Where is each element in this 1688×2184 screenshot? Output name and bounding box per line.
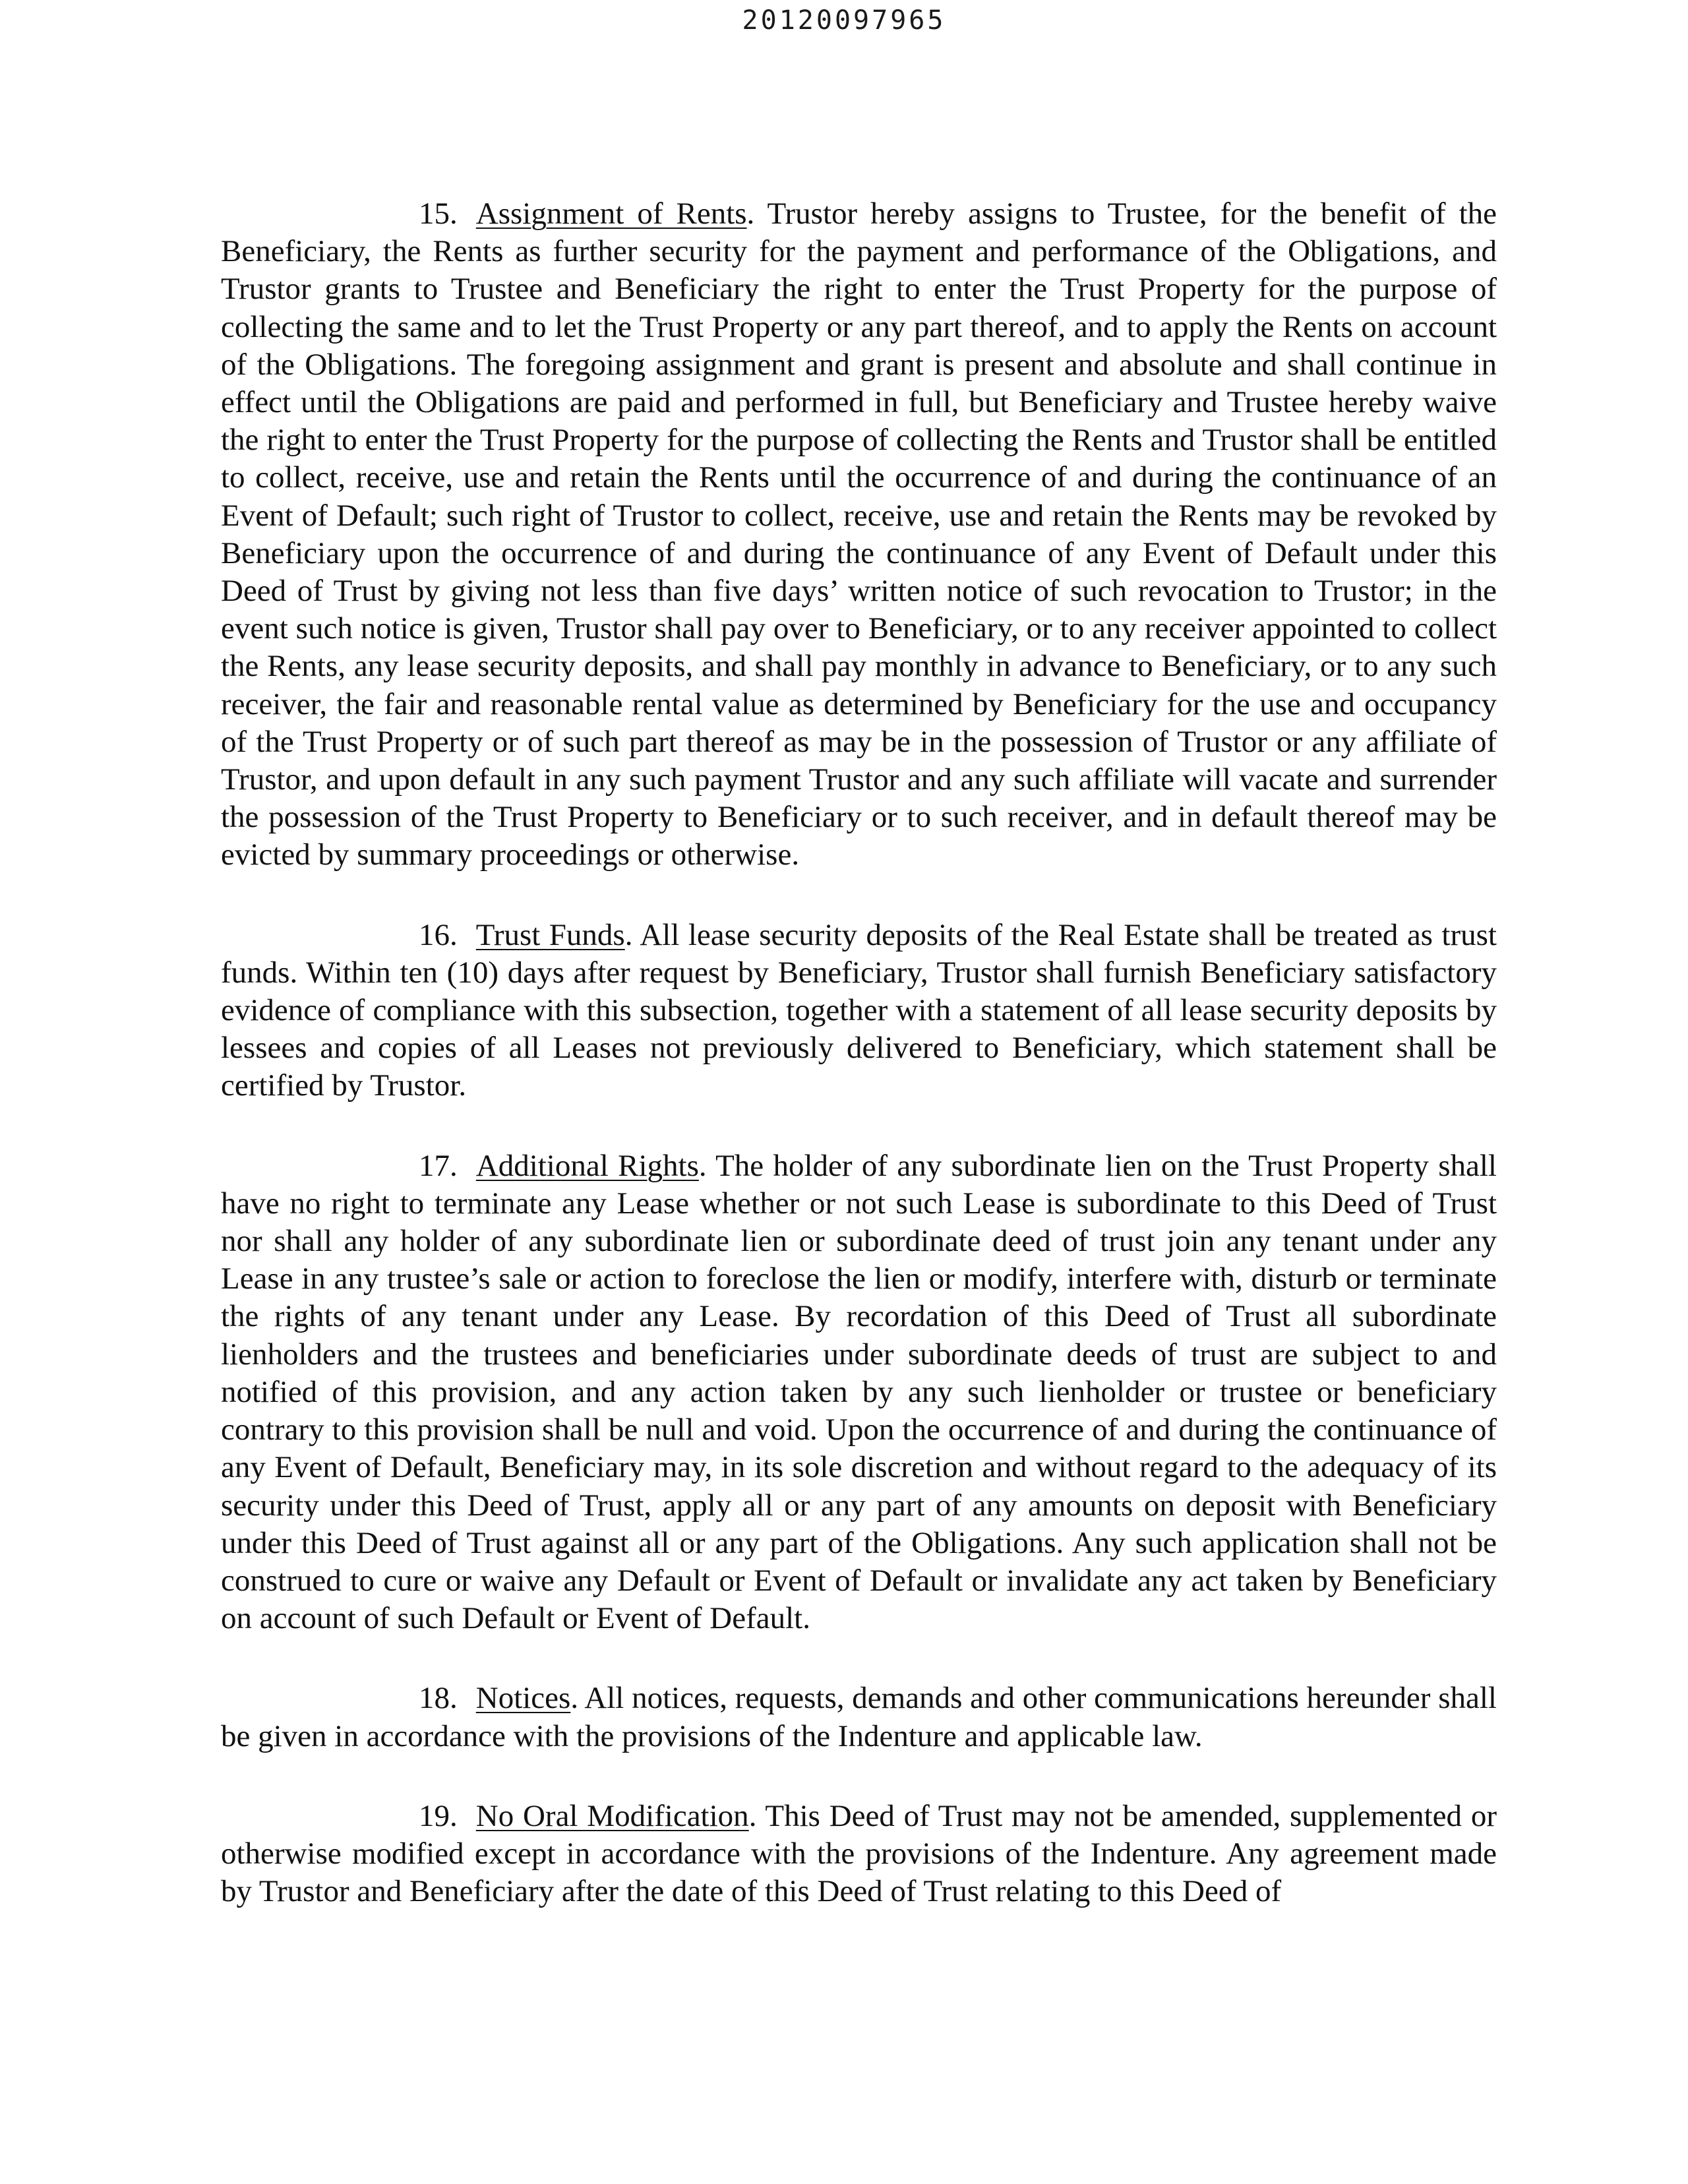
- section-title: Assignment of Rents: [475, 197, 747, 231]
- section-title: Notices: [475, 1681, 571, 1716]
- section-number: 17.: [419, 1148, 458, 1183]
- section-assignment-of-rents: [221, 195, 1497, 874]
- section-text: . All notices, requests, demands and other communications hereunder shall be given in accordance with the provisions of the Indenture and applicable law.: [221, 1681, 1497, 1753]
- section-number: 19.: [419, 1798, 458, 1833]
- section-title: No Oral Modification: [475, 1798, 749, 1833]
- section-text: . All lease security deposits of the Real Estate shall be treated as trust funds. Within ten (10) days after request by Beneficiary, Trustor shall furnish Beneficiary satisfactory evidence of compliance with this subsection, together with a statement of all lease security deposits by lessees and copies of all Leases not previously delivered to Beneficiary, which statement shall be certified by Trustor.: [221, 917, 1497, 1103]
- section-number: 16.: [419, 917, 458, 952]
- section-title: Trust Funds: [475, 917, 625, 952]
- section-notices: [221, 1680, 1497, 1755]
- section-text: . This Deed of Trust may not be amended, supplemented or otherwise modified except in accordance with the provisions of the Indenture. Any agreement made by Trustor and Beneficiary after the date of this Deed of Trust relating to this Deed of: [221, 1798, 1497, 1909]
- section-number: 18.: [419, 1681, 458, 1716]
- section-trust-funds: [221, 917, 1497, 1105]
- section-no-oral-modification: [221, 1798, 1497, 1911]
- section-text: . The holder of any subordinate lien on the Trust Property shall have no right to terminate any Lease whether or not such Lease is subordinate to this Deed of Trust nor shall any holder of any subordinate lien or subordinate deed of trust join any tenant under any Lease in any trustee’s sale or action to foreclose the lien or modify, interfere with, disturb or terminate the rights of any tenant under any Lease. By recordation of this Deed of Trust all subordinate lienholders and the trustees and beneficiaries under subordinate deeds of trust are subject to and notified of this provision, and any action taken by any such lienholder or trustee or beneficiary contrary to this provision shall be null and void. Upon the occurrence of and during the continuance of any Event of Default, Beneficiary may, in its sole discretion and without regard to the adequacy of its security under this Deed of Trust, apply all or any part of any amounts on deposit with Beneficiary under this Deed of Trust against all or any part of the Obligations. Any such application shall not be construed to cure or waive any Default or Event of Default or invalidate any act taken by Beneficiary on account of such Default or Event of Default.: [221, 1148, 1497, 1636]
- section-additional-rights: [221, 1147, 1497, 1638]
- section-title: Additional Rights: [475, 1148, 699, 1183]
- section-text: . Trustor hereby assigns to Trustee, for the benefit of the Beneficiary, the Rents as further security for the payment and performance of the Obligations, and Trustor grants to Trustee and Beneficiary the right to enter the Trust Property for the purpose of collecting the same and to let the Trust Property or any part thereof, and to apply the Rents on account of the Obligations. The foregoing assignment and grant is present and absolute and shall continue in effect until the Obligations are paid and performed in full, but Beneficiary and Trustee hereby waive the right to enter the Trust Property for the purpose of collecting the Rents and Trustor shall be entitled to collect, receive, use and retain the Rents until the occurrence of and during the continuance of an Event of Default; such right of Trustor to collect, receive, use and retain the Rents may be revoked by Beneficiary upon the occurrence of and during the continuance of any Event of Default under this Deed of Trust by giving not less than five days’ written notice of such revocation to Trustor; in the event such notice is given, Trustor shall pay over to Beneficiary, or to any receiver appointed to collect the Rents, any lease security deposits, and shall pay monthly in advance to Beneficiary, or to any such receiver, the fair and reasonable rental value as determined by Beneficiary for the use and occupancy of the Trust Property or of such part thereof as may be in the possession of Trustor or any affiliate of Trustor, and upon default in any such payment Trustor and any such affiliate will vacate and surrender the possession of the Trust Property to Beneficiary or to such receiver, and in default thereof may be evicted by summary proceedings or otherwise.: [221, 197, 1497, 872]
- document-body: [221, 195, 1497, 1953]
- section-number: 15.: [419, 197, 458, 231]
- document-number: 20120097965: [742, 5, 946, 36]
